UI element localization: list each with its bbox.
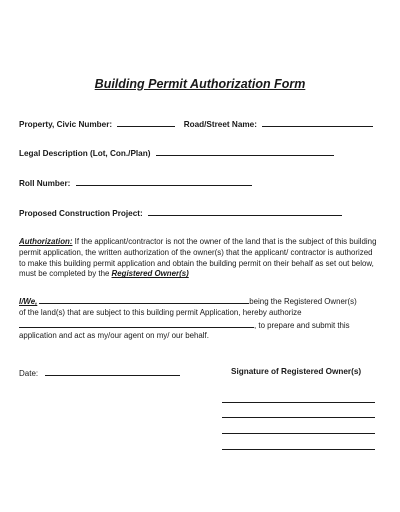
signature-line-2[interactable] bbox=[222, 417, 375, 418]
owner-statement bbox=[19, 295, 381, 342]
form-title: Building Permit Authorization Form bbox=[94, 77, 306, 91]
signature-line-4[interactable] bbox=[222, 449, 375, 450]
authorization-text: If the applicant/contractor is not the owner of the land that is the subject of this building permit application, the written authorization of the owner(s) that the applicant/ contractor is authorized to make this building permit application and obtain the building permit on their behalf as set out below, must be completed by the bbox=[19, 237, 377, 279]
legal-description-field[interactable] bbox=[156, 147, 334, 156]
roll-number-row bbox=[19, 177, 252, 188]
proposed-project-field[interactable] bbox=[148, 207, 342, 216]
road-street-label: Road/Street Name: bbox=[183, 120, 257, 129]
date-field[interactable] bbox=[45, 367, 180, 376]
proposed-project-row bbox=[19, 207, 342, 218]
property-civic-field[interactable] bbox=[117, 118, 175, 127]
statement-line-1 bbox=[19, 295, 381, 308]
authorization-label: Authorization: bbox=[19, 237, 73, 246]
agent-name-field[interactable] bbox=[19, 319, 254, 328]
statement-line-1-tail: being the Registered Owner(s) bbox=[249, 297, 357, 306]
signature-line-3[interactable] bbox=[222, 433, 375, 434]
statement-line-3 bbox=[19, 319, 381, 332]
date-label: Date: bbox=[19, 369, 39, 378]
authorization-paragraph bbox=[19, 237, 381, 280]
registered-owner-label: Registered Owner(s) bbox=[111, 269, 189, 279]
roll-number-label: Roll Number: bbox=[19, 179, 71, 188]
roll-number-field[interactable] bbox=[76, 177, 252, 186]
statement-line-3-tail: , to prepare and submit this bbox=[254, 320, 350, 330]
legal-description-label: Legal Description (Lot, Con./Plan) bbox=[19, 149, 151, 158]
statement-line-4: application and act as my/our agent on my/ our behalf. bbox=[19, 331, 209, 341]
iwe-label: I/We, bbox=[19, 297, 38, 306]
statement-line-2: of the land(s) that are subject to this building permit Application, hereby authorize bbox=[19, 307, 302, 317]
property-row bbox=[19, 118, 373, 129]
legal-description-row bbox=[19, 147, 334, 158]
property-civic-label: Property, Civic Number: bbox=[19, 120, 113, 129]
proposed-project-label: Proposed Construction Project: bbox=[19, 209, 143, 218]
date-row bbox=[19, 367, 180, 378]
signature-line-1[interactable] bbox=[222, 402, 375, 403]
owner-name-field[interactable] bbox=[39, 295, 249, 304]
signature-label: Signature of Registered Owner(s) bbox=[231, 367, 362, 376]
road-street-field[interactable] bbox=[262, 118, 373, 127]
